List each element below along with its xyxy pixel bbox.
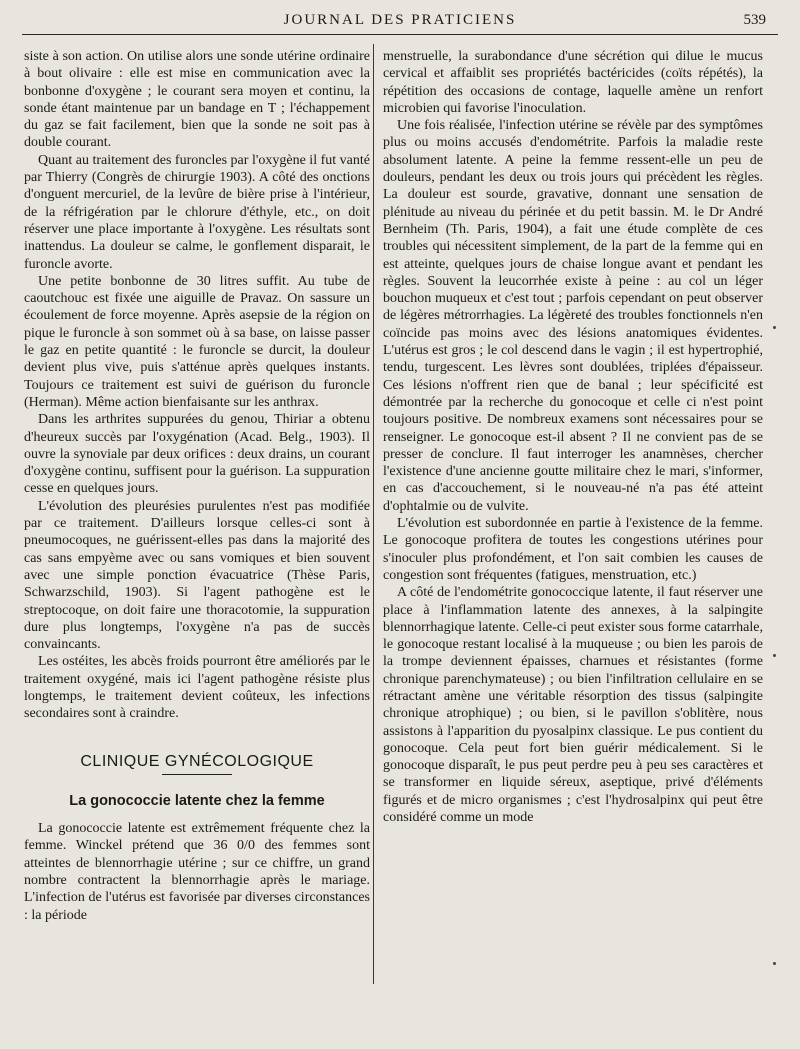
margin-dot <box>773 326 776 329</box>
paragraph: Dans les arthrites suppurées du genou, Thiriar a obtenu d'heureux succès par l'oxygénation (Acad. Belg., 1903). Il ouvre la synoviale par deux orifices : deux drains, un courant d'oxygène continu, suffisent pour la guérison. La suppuration cesse en quelques jours. <box>24 412 370 497</box>
paragraph: Les ostéites, les abcès froids pourront être améliorés par le traitement oxygéné, mais ici l'agent pathogène résiste plus longtemps, le traitement devient coûteux, les infections secondaires sont à craindre. <box>24 654 370 722</box>
paragraph: Une petite bonbonne de 30 litres suffit. Au tube de caoutchouc est fixée une aiguille de Pravaz. On sassure un écoulement de force moyenne. Après asepsie de la région on pique le furoncle à son sommet où à sa base, on laisse passer le gaz en petite quantité : le furoncle se durcit, la douleur devient plus vive, puis s'atténue après quelques instants. Toujours ce traitement est suivi de guérison du furoncle (Herman). Même action bienfaisante sur les anthrax. <box>24 273 370 410</box>
paragraph: siste à son action. On utilise alors une sonde utérine ordinaire à bout olivaire : elle est mise en communication avec la bonbonne d'oxygène ; le courant sera moyen et continu, la sonde étant maintenue par un bandage en T ; l'échappement du gaz se fait facilement, bien que la sonde ne soit pas à double courant. <box>24 49 370 151</box>
margin-dot <box>773 962 776 965</box>
article-title: La gonococcie latente chez la femme <box>69 792 325 809</box>
section-title: CLINIQUE GYNÉCOLOGIQUE <box>80 752 314 770</box>
paragraph: A côté de l'endométrite gonococcique latente, il faut réserver une place à l'inflammation latente des annexes, à la salpingite blennorrhagique latente. Celle-ci peut exister sous forme catarrhale, le gonocoque restant localisé à la muqueuse ; ou bien les parois de la trompe deviennent épaisses, charnues et résistantes (forme chronique parenchymateuse) ; ou bien l'infiltration cellulaire en se rétractant amène une véritable résorption des tissus (salpingite chronique atrophique) ; ou bien, si le pavillon s'oblitère, nous assistons à l'apparition du pyosalpinx classique. Le pus contient du gonocoque. Cela peut fort bien guérir médicalement. Si le gonocoque disparaît, le pus peut perdre peu à peu ses caractères et se transformer en liquide séreux, aseptique, privé d'éléments figurés et de micro organismes ; c'est l'hydrosalpinx qui peut être considéré comme un mode <box>383 585 763 826</box>
page-number: 539 <box>743 12 766 28</box>
left-column <box>24 48 370 924</box>
margin-dot <box>773 654 776 657</box>
journal-title: JOURNAL DES PRATICIENS <box>283 12 517 28</box>
paragraph: La gonococcie latente est extrêmement fréquente chez la femme. Winckel prétend que 36 0/0 des femmes sont atteintes de blennorrhagie utérine ; sur ce chiffre, un grand nombre contractent la blennorrhagie après le mariage. L'infection de l'utérus est favorisée par diverses circonstances : la période <box>24 821 370 923</box>
paragraph: Quant au traitement des furoncles par l'oxygène il fut vanté par Thierry (Congrès de chirurgie 1903). A côté des onctions d'onguent mercuriel, de la levûre de bière prise à l'intérieur, de la réfrigération par le chlorure d'éthyle, etc., on doit réserver une place importante à l'oxygène. Les résultats sont inattendus. La douleur se calme, le gonflement disparait, le furoncle avorte. <box>24 152 370 272</box>
right-column <box>383 48 763 826</box>
page-header <box>22 8 778 35</box>
paragraph: Une fois réalisée, l'infection utérine se révèle par des symptômes plus ou moins accusés d'endométrite. Parfois la maladie reste absolument latente. A peine la femme ressent-elle un peu de douleurs, pendant les deux ou trois jours qui précèdent les règles. La douleur est sourde, gravative, donnant une sensation de plénitude au niveau du périnée et du petit bassin. M. le Dr André Bernheim (Th. Paris, 1904), a fait une étude complète de ces troubles qui nécessitent simplement, de la part de la femme qui en est atteinte, quelques jours de chaise longue avant et pendant les règles. Souvent la leucorrhée existe à peine : au col un léger bouchon muqueux et c'est tout ; parfois cependant on peut observer de légères métrorrhagies. La légèreté des troubles fonctionnels n'en coïncide pas moins avec des lésions anatomiques évidentes. L'utérus est gros ; le col descend dans le vagin ; il est hypertrophié, tendu, turgescent. Les lèvres sont doublées, triplées d'épaisseur. Ces lésions n'offrent rien que de banal ; leur spécificité est démontrée par la recherche du gonocoque et celle ci n'est point toujours positive. De nombreux examens sont nécessaires pour se renseigner. Le gonocoque est-il absent ? Il ne convient pas de se presser de conclure. Il faut interroger les anamnèses, chercher l'existence d'une ancienne goutte militaire chez le mari, s'informer, en cas d'accouchement, si le nouveau-né n'a pas été atteint d'ophtalmie ou de vulvite. <box>383 118 763 514</box>
paragraph: menstruelle, la surabondance d'une sécrétion qui dilue le mucus cervical et affaiblit ses propriétés bactéricides (coïts répétés), la répétition des occasions de contage, laquelle amène un renfort microbien qui favorise l'inoculation. <box>383 49 763 116</box>
section-rule <box>162 774 232 775</box>
paragraph: L'évolution est subordonnée en partie à l'existence de la femme. Le gonocoque profitera de toutes les congestions utérines pour s'inoculer plus profondément, et l'on sait combien les causes de congestion sont fréquentes (fatigues, menstruation, etc.) <box>383 516 763 583</box>
paragraph: L'évolution des pleurésies purulentes n'est pas modifiée par ce traitement. D'ailleurs lorsque celles-ci sont à pneumocoques, ne guérissent-elles pas dans la majorité des cas sans empyème avec ou sans vomiques et bien souvent avec une simple ponction évacuatrice (Thèse Paris, Schwarzschild, 1903). Si l'agent pathogène est le streptocoque, on doit faire une thoracotomie, la suppuration dure plus longtemps, l'oxygène n'a pas de succès convaincants. <box>24 498 370 653</box>
column-divider <box>373 44 374 984</box>
